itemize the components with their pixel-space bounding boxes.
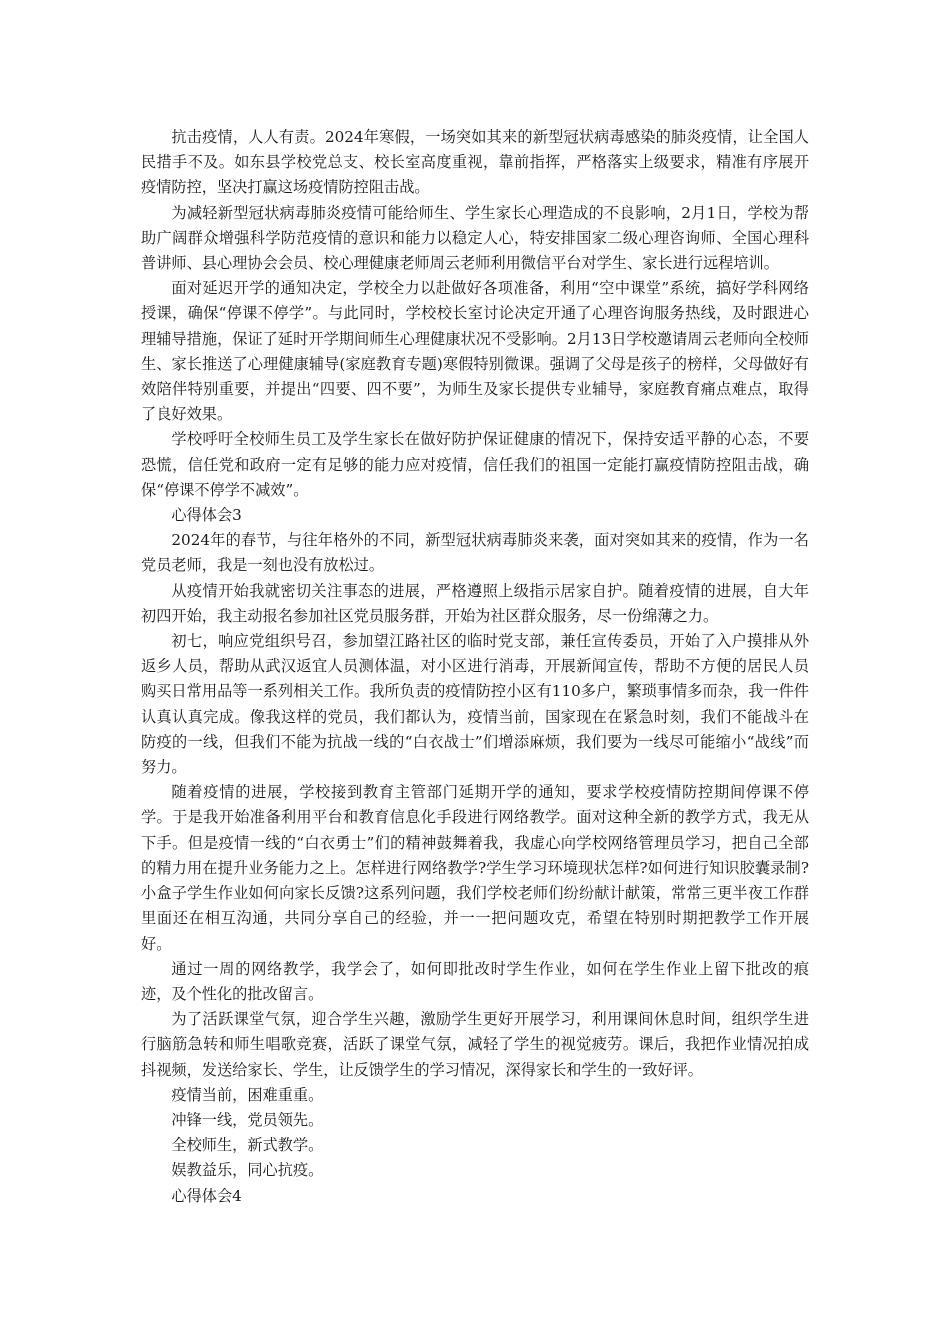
- paragraph: 面对延迟开学的通知决定，学校全力以赴做好各项准备，利用“空中课堂”系统，搞好学科网络授课，确保“停课不停学”。与此同时，学校校长室讨论决定开通了心理咨询服务热线，及时跟进心理辅导措施，保证了延时开学期间师生心理健康状况不受影响。2月13日学校邀请周云老师向全校师生、家长推送了心理健康辅导(家庭教育专题)寒假特别微课。强调了父母是孩子的榜样，父母做好有效陪伴特别重要，并提出“四要、四不要”，为师生及家长提供专业辅导，家庭教育痛点难点，取得了良好效果。: [141, 279, 809, 424]
- slogan-line: 疫情当前，困难重重。: [171, 1085, 324, 1104]
- document-body: [141, 125, 809, 1209]
- paragraph: 随着疫情的进展，学校接到教育主管部门延期开学的通知，要求学校疫情防控期间停课不停学。于是我开始准备利用平台和教育信息化手段进行网络教学。面对这种全新的教学方式，我无从下手。但是疫情一线的“白衣勇士”们的精神鼓舞着我，我虚心向学校网络管理员学习，把自己全部的精力用在提升业务能力之上。怎样进行网络教学?学生学习环境现状怎样?如何进行知识胶囊录制?小盒子学生作业如何向家长反馈?这系列问题，我们学校老师们纷纷献计献策，常常三更半夜工作群里面还在相互沟通，共同分享自己的经验，并一一把问题攻克，希望在特别时期把教学工作开展好。: [141, 783, 809, 953]
- slogan-line: 全校师生，新式教学。: [171, 1136, 324, 1155]
- paragraph: 为减轻新型冠状病毒肺炎疫情可能给师生、学生家长心理造成的不良影响，2月1日，学校为帮助广阔群众增强科学防范疫情的意识和能力以稳定人心，特安排国家二级心理咨询师、全国心理科普讲师、县心理协会会员、校心理健康老师周云老师利用微信平台对学生、家长进行远程培训。: [141, 203, 809, 273]
- paragraph: 2024年的春节，与往年格外的不同，新型冠状病毒肺炎来袭，面对突如其来的疫情，作为一名党员老师，我是一刻也没有放松过。: [141, 531, 809, 575]
- slogan-line: 冲锋一线，党员领先。: [171, 1110, 324, 1129]
- paragraph: 学校呼吁全校师生员工及学生家长在做好防护保证健康的情况下，保持安适平静的心态，不要恐慌，信任党和政府一定有足够的能力应对疫情，信任我们的祖国一定能打赢疫情防控阻击战，确保“停课不停学不减效”。: [141, 430, 809, 499]
- paragraph: 为了活跃课堂气氛，迎合学生兴趣，激励学生更好开展学习，利用课间休息时间，组织学生进行脑筋急转和师生唱歌竞赛，活跃了课堂气氛，减轻了学生的视觉疲劳。课后，我把作业情况拍成抖视频，发送给家长、学生，让反馈学生的学习情况，深得家长和学生的一致好评。: [141, 1010, 809, 1079]
- section-heading: 心得体会3: [171, 506, 242, 525]
- paragraph: 从疫情开始我就密切关注事态的进展，严格遵照上级指示居家自护。随着疫情的进展，自大年初四开始，我主动报名参加社区党员服务群，开始为社区群众服务，尽一份绵薄之力。: [141, 581, 809, 625]
- section-heading: 心得体会4: [171, 1186, 242, 1205]
- paragraph: 初七，响应党组织号召，参加望江路社区的临时党支部，兼任宣传委员，开始了入户摸排从外返乡人员，帮助从武汉返宜人员测体温，对小区进行消毒，开展新闻宣传，帮助不方便的居民人员购买日常用品等一系列相关工作。我所负责的疫情防控小区有110多户，繁琐事情多而杂，我一件件认真认真完成。像我这样的党员，我们都认为，疫情当前，国家现在在紧急时刻，我们不能战斗在防疫的一线，但我们不能为抗战一线的“白衣战士”们增添麻烦，我们要为一线尽可能缩小“战线”而努力。: [141, 632, 809, 777]
- paragraph: 通过一周的网络教学，我学会了，如何即批改时学生作业，如何在学生作业上留下批改的痕迹，及个性化的批改留言。: [141, 959, 809, 1003]
- slogan-line: 娱教益乐，同心抗疫。: [171, 1161, 324, 1180]
- paragraph: 抗击疫情，人人有责。2024年寒假，一场突如其来的新型冠状病毒感染的肺炎疫情，让全国人民措手不及。如东县学校党总支、校长室高度重视，靠前指挥，严格落实上级要求，精准有序展开疫情防控，坚决打赢这场疫情防控阻击战。: [141, 128, 809, 197]
